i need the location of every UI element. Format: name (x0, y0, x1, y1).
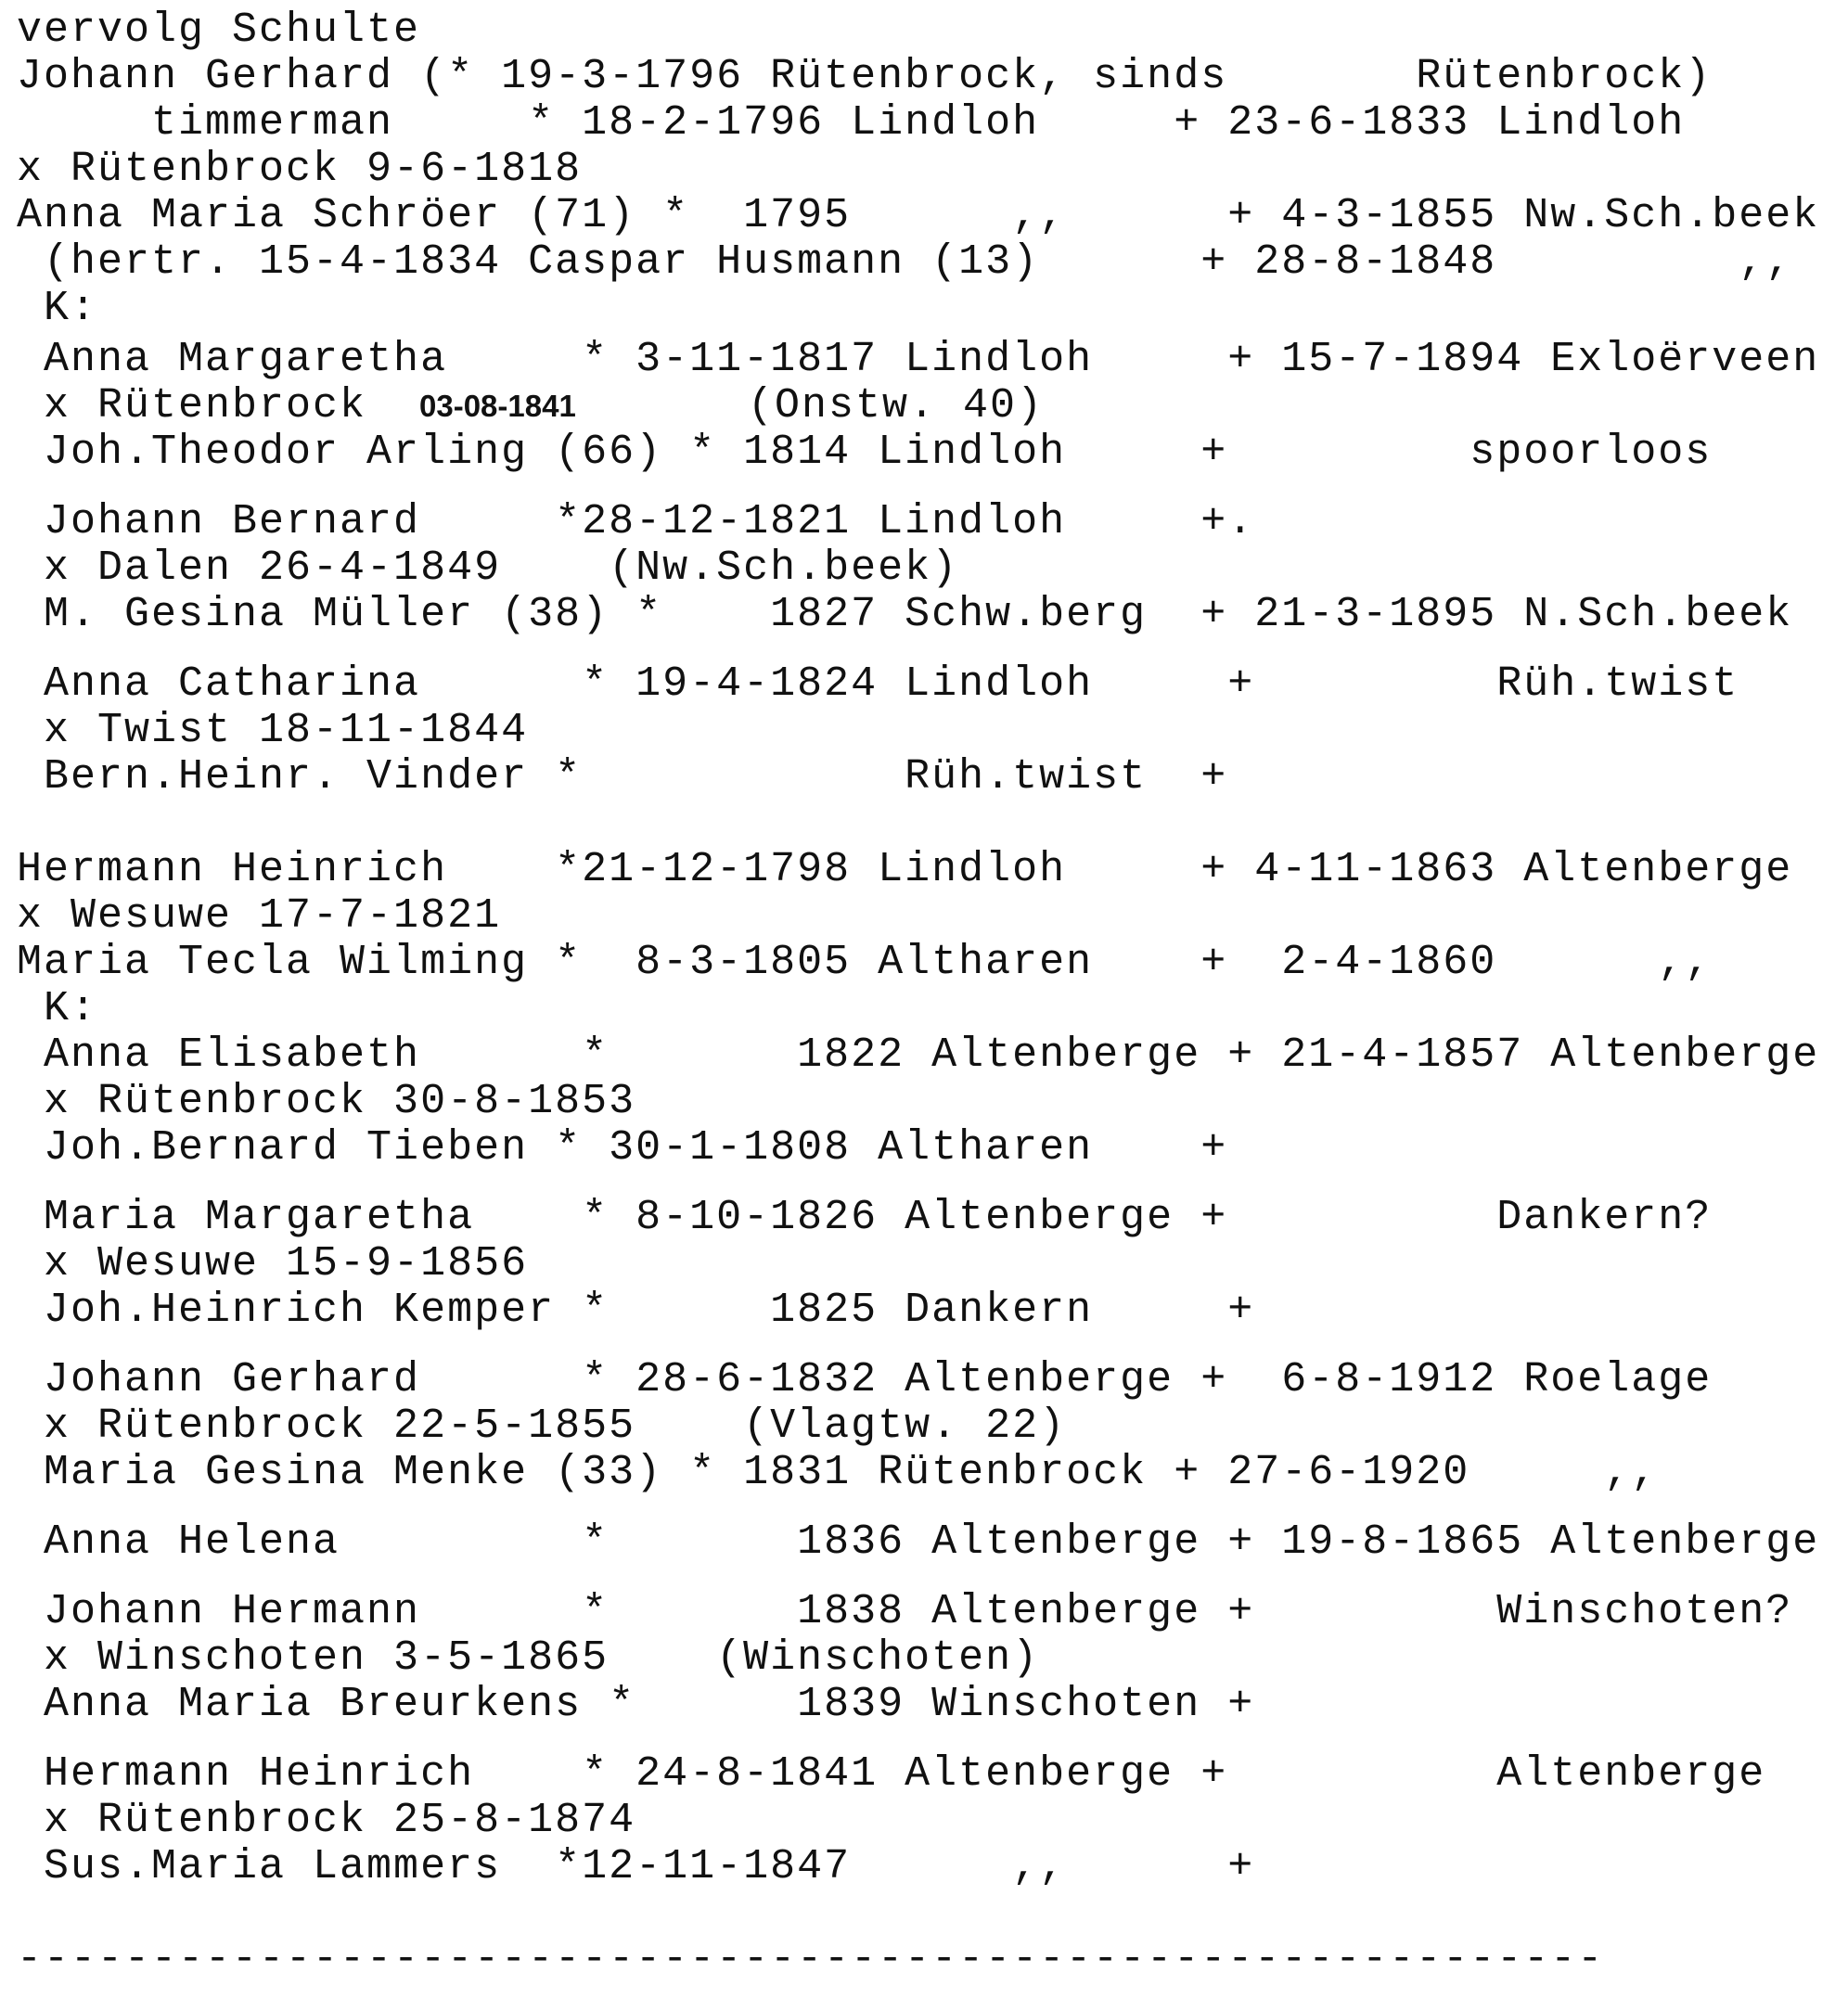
entry-line: x Rütenbrock (17, 382, 367, 429)
entry-line: Johann Gerhard (* 19-3-1796 Rütenbrock, sinds Rütenbrock) (17, 53, 1713, 100)
marriage-date-stamp: 03-08-1841 (419, 389, 576, 423)
entry-line: x Winschoten 3-5-1865 (Winschoten) (17, 1634, 1040, 1682)
entry-line: x Rütenbrock 30-8-1853 (17, 1078, 636, 1125)
entry-line: Anna Maria Schröer (71) * 1795 ,, + 4-3-1855 Nw.Sch.beek (17, 192, 1820, 239)
entry-line: Anna Elisabeth * 1822 Altenberge + 21-4-1857 Altenberge (17, 1031, 1820, 1079)
entry-line: x Rütenbrock 22-5-1855 (Vlagtw. 22) (17, 1402, 1067, 1450)
entry-line: Sus.Maria Lammers *12-11-1847 ,, + (17, 1843, 1255, 1890)
separator-line: ----------------------------------------------------------- (17, 1936, 1605, 1983)
entry-line: Johann Bernard *28-12-1821 Lindloh +. (17, 498, 1255, 545)
entry-line: Joh.Theodor Arling (66) * 1814 Lindloh + spoorloos (17, 429, 1713, 476)
entry-line: Hermann Heinrich * 24-8-1841 Altenberge + Altenberge (17, 1750, 1766, 1798)
entry-line: Joh.Bernard Tieben * 30-1-1808 Altharen + (17, 1124, 1228, 1172)
entry-line: Maria Tecla Wilming * 8-3-1805 Altharen + 2-4-1860 ,, (17, 939, 1713, 986)
entry-line: Anna Margaretha * 3-11-1817 Lindloh + 15-7-1894 Exloërveen (17, 336, 1820, 383)
entry-line: Hermann Heinrich *21-12-1798 Lindloh + 4-11-1863 Altenberge (17, 846, 1793, 893)
entry-line: x Wesuwe 17-7-1821 (17, 892, 502, 940)
entry-line: Joh.Heinrich Kemper * 1825 Dankern + (17, 1287, 1255, 1334)
entry-line: Maria Margaretha * 8-10-1826 Altenberge + Dankern? (17, 1194, 1713, 1241)
entry-line: Anna Helena * 1836 Altenberge + 19-8-1865 Altenberge (17, 1518, 1820, 1566)
entry-line: Anna Maria Breurkens * 1839 Winschoten + (17, 1681, 1255, 1728)
marriage-note: (Onstw. 40) (748, 382, 1045, 429)
page-heading: vervolg Schulte (17, 6, 421, 54)
entry-line: Maria Gesina Menke (33) * 1831 Rütenbrock + 27-6-1920 ,, (17, 1449, 1659, 1496)
entry-line: (hertr. 15-4-1834 Caspar Husmann (13) + 28-8-1848 ,, (17, 238, 1793, 286)
entry-line: x Twist 18-11-1844 (17, 707, 529, 754)
entry-line: K: (17, 985, 98, 1032)
entry-line: x Rütenbrock 25-8-1874 (17, 1797, 636, 1844)
entry-line: M. Gesina Müller (38) * 1827 Schw.berg + 21-3-1895 N.Sch.beek (17, 591, 1793, 638)
entry-line: Johann Gerhard * 28-6-1832 Altenberge + 6-8-1912 Roelage (17, 1356, 1713, 1403)
entry-line: Johann Hermann * 1838 Altenberge + Winschoten? (17, 1588, 1793, 1635)
entry-line: K: (17, 285, 98, 332)
entry-line: x Rütenbrock 9-6-1818 (17, 146, 583, 193)
entry-line: Anna Catharina * 19-4-1824 Lindloh + Rüh.twist (17, 660, 1739, 708)
entry-line: timmerman * 18-2-1796 Lindloh + 23-6-1833 Lindloh (17, 99, 1686, 147)
entry-line: Bern.Heinr. Vinder * Rüh.twist + (17, 753, 1228, 800)
entry-line: x Wesuwe 15-9-1856 (17, 1240, 529, 1287)
entry-line: x Dalen 26-4-1849 (Nw.Sch.beek) (17, 544, 959, 592)
